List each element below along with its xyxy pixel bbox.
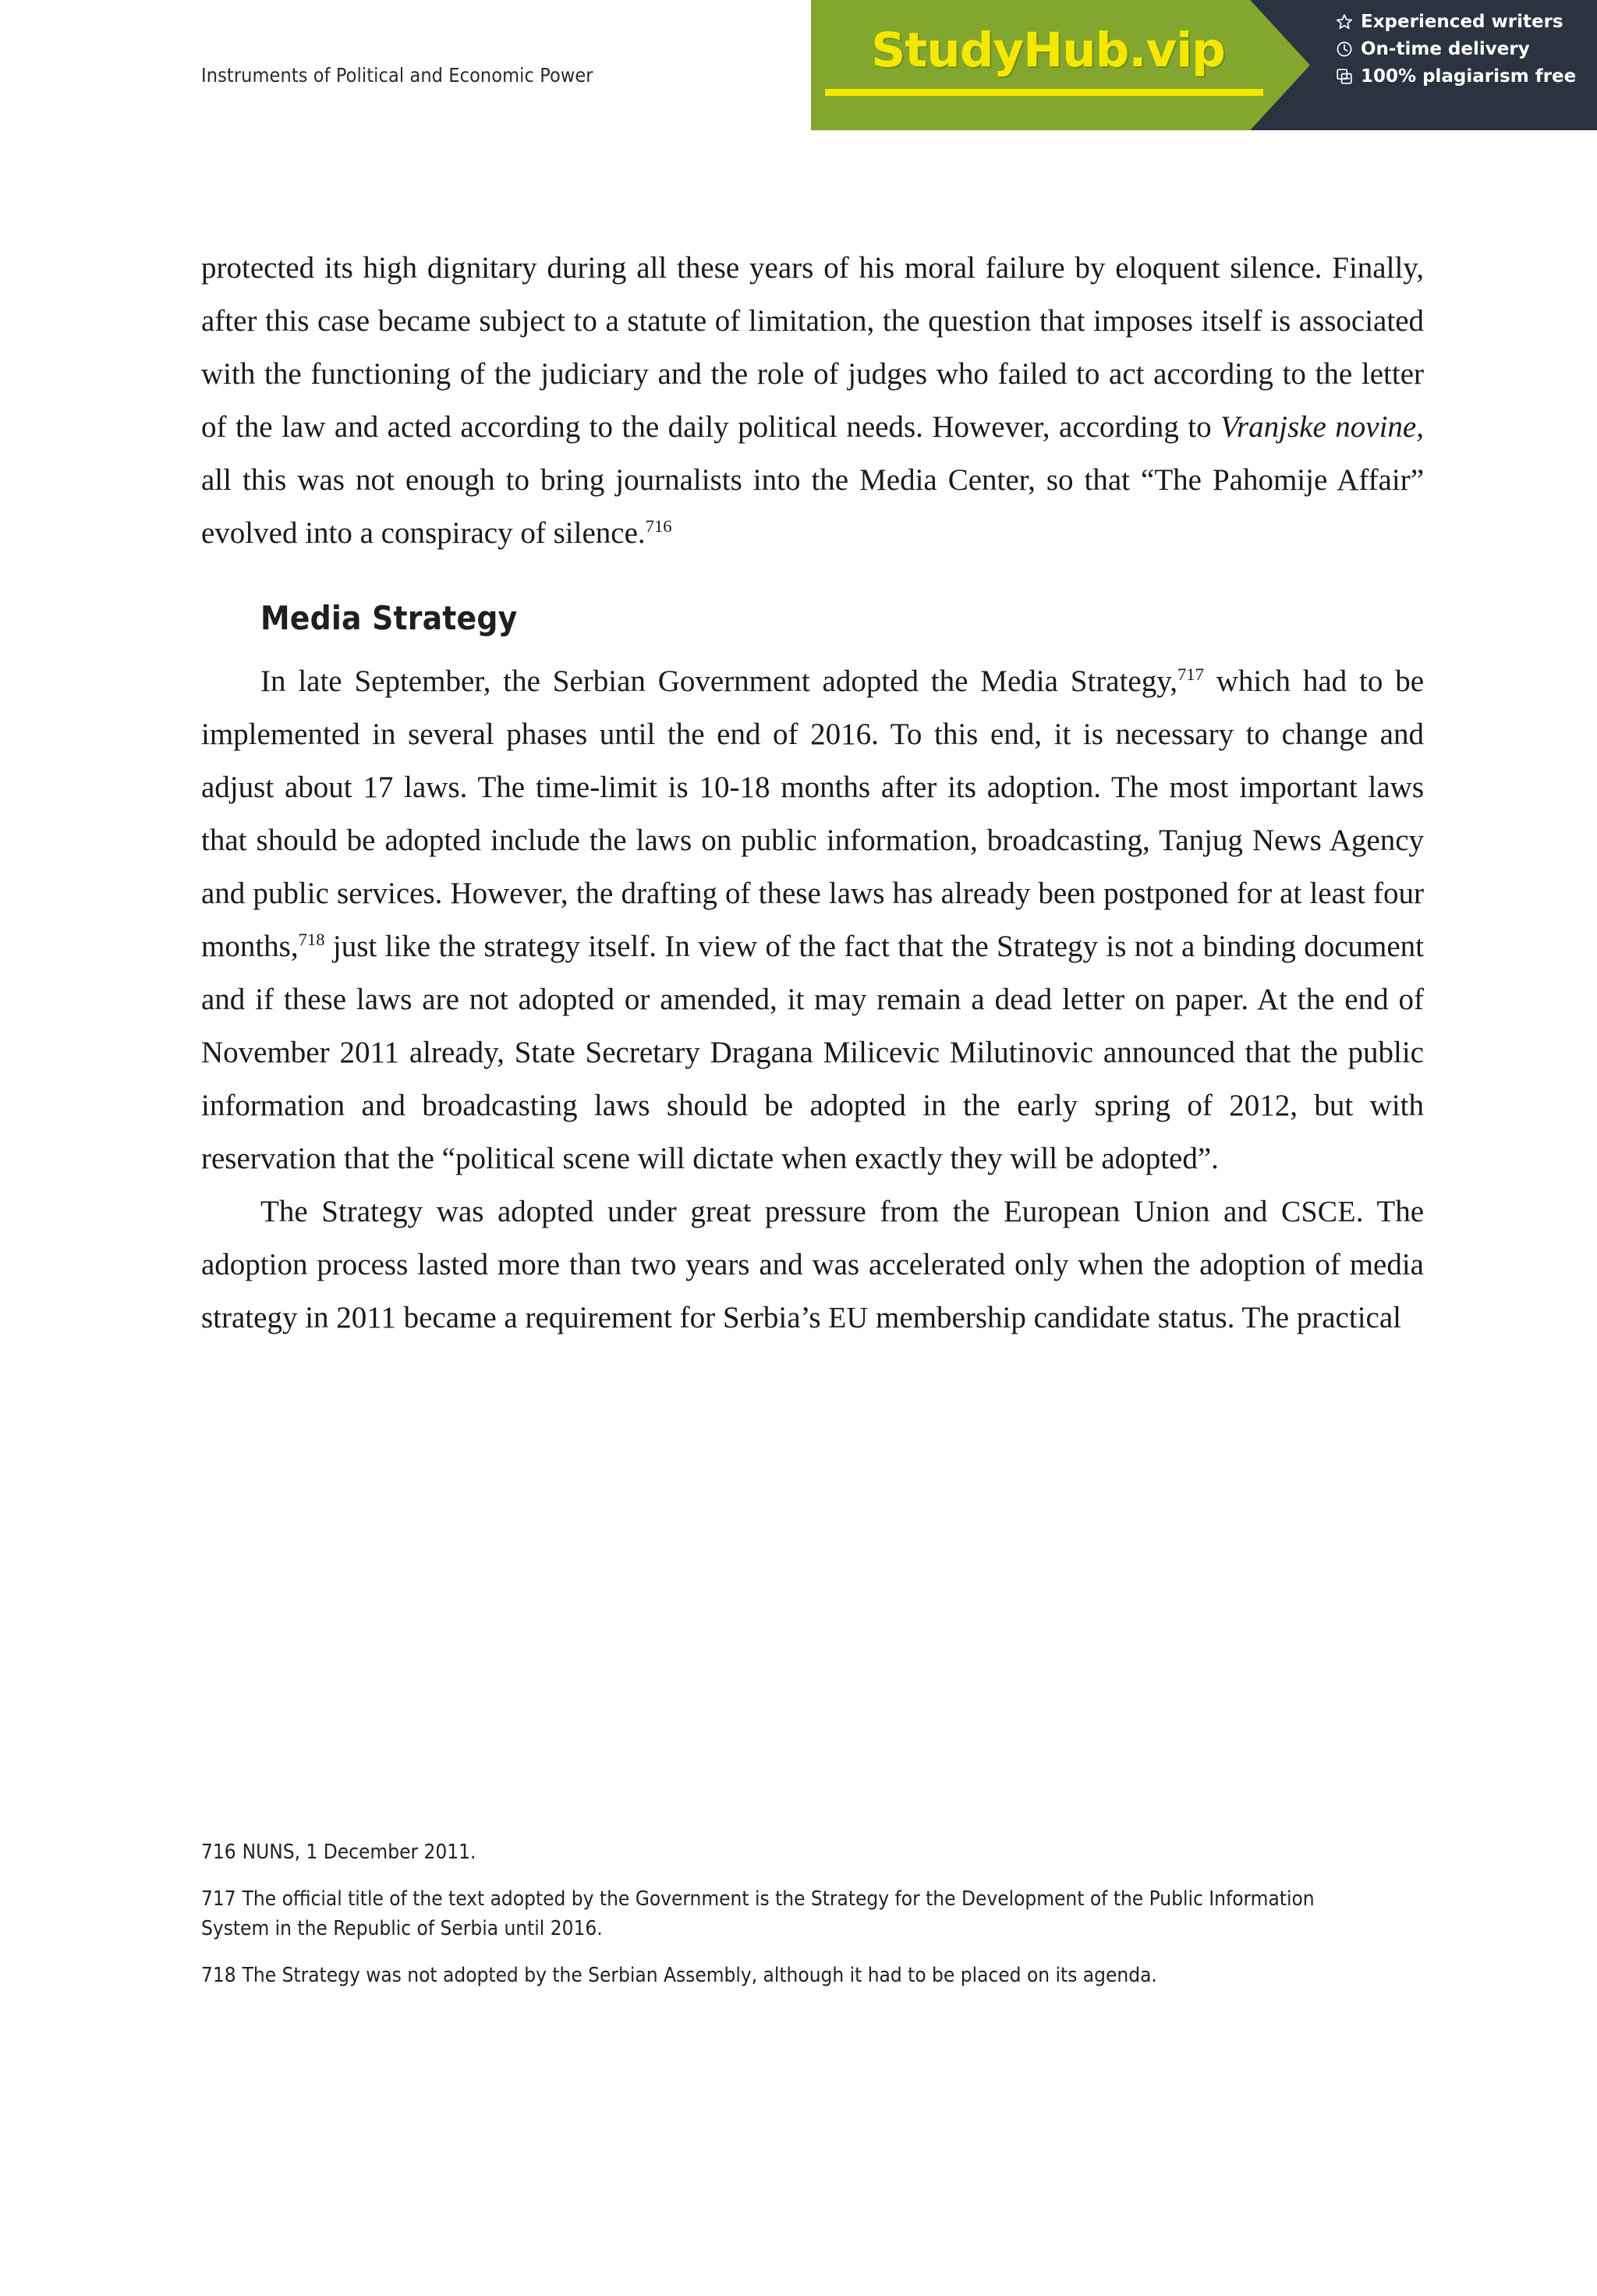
abbreviation-eu: EU xyxy=(828,1302,869,1335)
ad-feature-item xyxy=(1335,67,1576,86)
footnote-item xyxy=(201,1884,1371,1943)
document-copy-icon xyxy=(1335,67,1354,86)
clock-icon xyxy=(1335,40,1354,58)
ad-feature-item xyxy=(1335,40,1576,58)
ad-brand-wordmark[interactable]: StudyHub.vip xyxy=(871,23,1225,78)
footnote-number: 717 xyxy=(201,1887,236,1911)
paragraph-2-part-3: just like the strategy itself. In view of the fact that the Strategy is not a binding document and if these laws are not adopted or amended, it may remain a dead letter on paper. At the end of November 2011 already, State Secretary Dragana Milicevic Milutinovic announced that the public information and broadcasting laws should be adopted in the early spring of 2012, but with reservation that the “political scene will dictate when exactly they will be adopted”. xyxy=(201,930,1424,1176)
paragraph-2-part-2: which had to be implemented in several phases until the end of 2016. To this end, it is necessary to change and adjust about 17 laws. The time-limit is 10-18 months after its adoption. The most important laws that should be adopted include the laws on public information, broadcasting, Tanjug News Agency and public services. However, the drafting of these laws has already been postponed for at least four months, xyxy=(201,664,1425,964)
paragraph-media-strategy xyxy=(201,655,1424,1185)
paragraph-continuation xyxy=(201,242,1424,560)
footnote-text: NUNS, 1 December 2011. xyxy=(242,1841,476,1864)
footnote-marker-718[interactable]: 718 xyxy=(298,930,325,950)
footnote-text: The official title of the text adopted by the Government is the Strategy for the Development of the Public Information System in the Republic of Serbia until 2016. xyxy=(201,1887,1315,1940)
body-text-column xyxy=(201,242,1424,1345)
ad-feature-list xyxy=(1335,12,1576,86)
paragraph-1-part-2: all this was not enough to bring journalists into the Media Center, so that “The Pahomije Affair” evolved into a conspiracy of silence. xyxy=(201,463,1424,550)
ad-feature-label: Experienced writers xyxy=(1361,11,1563,32)
footnote-item xyxy=(201,1837,1371,1867)
footnote-text: The Strategy was not adopted by the Serbian Assembly, although it had to be placed on its agenda. xyxy=(242,1964,1157,1987)
footnote-item xyxy=(201,1961,1371,1990)
footnote-number: 718 xyxy=(201,1964,236,1987)
footnote-marker-717[interactable]: 717 xyxy=(1177,664,1204,685)
paragraph-3-part-2: . The adoption process lasted more than two years and was accelerated only when the adoption of media strategy in 2011 became a requirement for Serbia’s xyxy=(201,1195,1424,1335)
running-header: Instruments of Political and Economic Power xyxy=(201,64,593,87)
paragraph-strategy-adoption xyxy=(201,1185,1424,1345)
section-heading-media-strategy: Media Strategy xyxy=(260,599,518,637)
ad-feature-label: 100% plagiarism free xyxy=(1361,66,1577,87)
footnote-number: 716 xyxy=(201,1841,236,1864)
paragraph-2-part-1: In late September, the Serbian Government adopted the Media Strategy, xyxy=(260,664,1177,699)
paragraph-3-part-3: membership candidate status. The practical xyxy=(868,1301,1401,1335)
ad-brand-underline xyxy=(825,89,1263,96)
abbreviation-csce: CSCE xyxy=(1280,1196,1356,1229)
publication-title-vranjske-novine: Vranjske novine, xyxy=(1220,410,1424,444)
paragraph-1-part-1: protected its high dignitary during all these years of his moral failure by eloquent silence. Finally, after this case became subject to a statute of limitation, the question that imposes itself is associated with the functioning of the judiciary and the role of judges who failed to act according to the letter of the law and acted according to the daily political needs. However, according to xyxy=(201,251,1424,444)
ad-feature-label: On-time delivery xyxy=(1361,38,1530,59)
star-icon xyxy=(1335,12,1354,31)
ad-feature-item xyxy=(1335,12,1576,31)
paragraph-3-part-1: The Strategy was adopted under great pressure from the European Union and xyxy=(260,1195,1281,1229)
studyhub-ad-banner[interactable] xyxy=(811,0,1597,130)
footnotes-section xyxy=(201,1837,1371,1990)
footnote-marker-716[interactable]: 716 xyxy=(645,516,672,536)
